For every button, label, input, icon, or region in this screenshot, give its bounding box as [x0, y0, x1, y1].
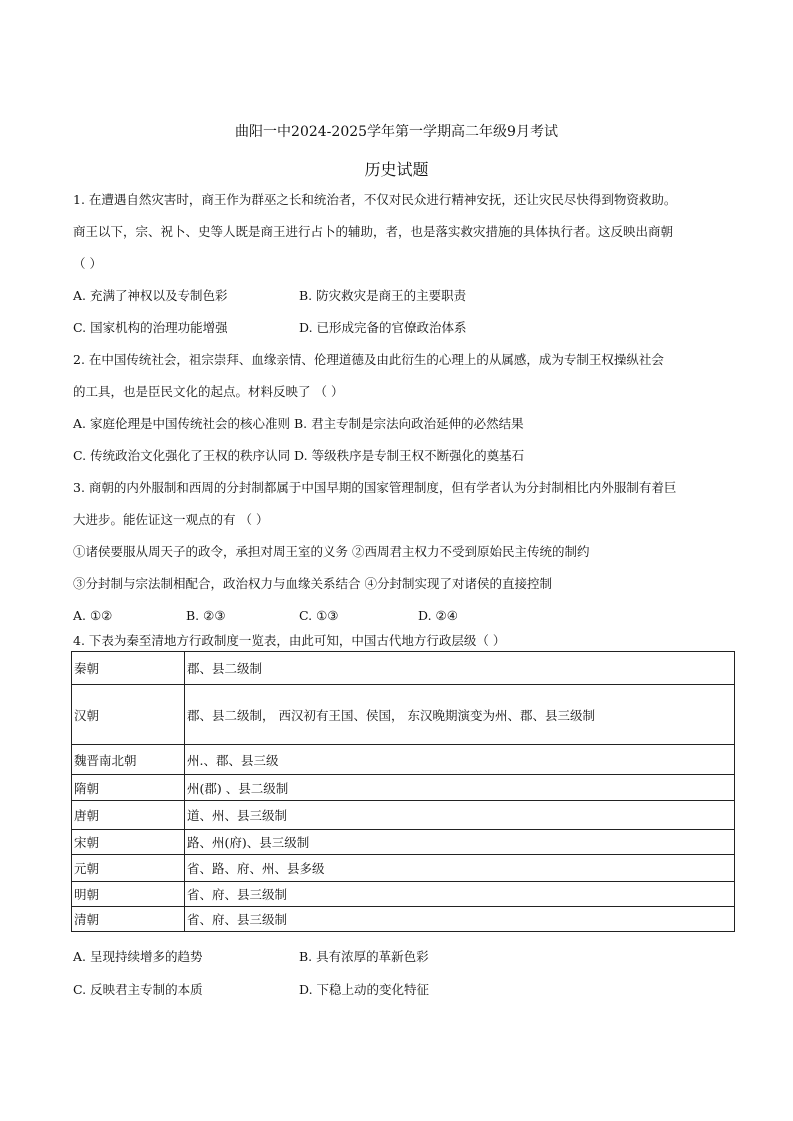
q3-option-d: D. ②④: [418, 608, 458, 623]
q1-option-a: A. 充满了神权以及专制色彩: [73, 288, 228, 303]
exam-subtitle: 历史试题: [364, 160, 429, 179]
system-cell: 路、州(府)、县三级制: [185, 830, 735, 855]
table-row: [72, 855, 735, 882]
q4-option-c: C. 反映君主专制的本质: [73, 982, 203, 997]
q2-stem-line-2: 的工具，也是臣民文化的起点。材料反映了 （ ）: [73, 384, 344, 399]
table-row: [72, 907, 735, 932]
system-cell: 郡、县二级制: [185, 652, 735, 685]
q2-options-cd: C. 传统政治文化强化了王权的秩序认同 D. 等级秩序是专制王权不断强化的奠基石: [73, 448, 525, 463]
dynasty-cell: 隋朝: [72, 775, 185, 801]
q1-stem-line-3: （ ）: [73, 256, 102, 271]
dynasty-cell: 清朝: [72, 907, 185, 932]
system-cell: 道、州、县三级制: [185, 801, 735, 830]
table-row: [72, 882, 735, 907]
table-row: [72, 830, 735, 855]
system-cell: 州(郡) 、县二级制: [185, 775, 735, 801]
system-cell: 郡、县二级制， 西汉初有王国、侯国， 东汉晚期演变为州、郡、县三级制: [185, 685, 735, 745]
q3-option-a: A. ①②: [73, 608, 113, 623]
q1-option-b: B. 防灾救灾是商王的主要职责: [299, 288, 467, 303]
dynasty-cell: 魏晋南北朝: [72, 745, 185, 775]
table-row: [72, 801, 735, 830]
dynasty-cell: 元朝: [72, 855, 185, 882]
exam-title: 曲阳一中2024-2025学年第一学期高二年级9月考试: [235, 124, 558, 140]
table-row: [72, 652, 735, 685]
table-row: [72, 775, 735, 801]
q1-option-c: C. 国家机构的治理功能增强: [73, 320, 228, 335]
table-row: [72, 685, 735, 745]
q3-stem-line-1: 3. 商朝的内外服制和西周的分封制都属于中国早期的国家管理制度，但有学者认为分封制相比内外服制有着巨: [73, 480, 677, 495]
admin-system-table: [71, 651, 735, 932]
system-cell: 省、路、府、州、县多级: [185, 855, 735, 882]
q1-option-d: D. 已形成完备的官僚政治体系: [299, 320, 467, 335]
q4-option-b: B. 具有浓厚的革新色彩: [299, 949, 429, 964]
dynasty-cell: 秦朝: [72, 652, 185, 685]
q1-stem-line-2: 商王以下，宗、祝卜、史等人既是商王进行占卜的辅助，者，也是落实救灾措施的具体执行者。这反映出商朝: [73, 224, 674, 239]
q4-stem: 4. 下表为秦至清地方行政制度一览表，由此可知，中国古代地方行政层级（ ）: [73, 633, 506, 648]
q3-statement-line-2: ③分封制与宗法制相配合，政治权力与血缘关系结合 ④分封制实现了对诸侯的直接控制: [73, 576, 552, 591]
q4-option-d: D. 下稳上动的变化特征: [299, 982, 430, 997]
q4-option-a: A. 呈现持续增多的趋势: [73, 949, 203, 964]
dynasty-cell: 唐朝: [72, 801, 185, 830]
q3-statement-line-1: ①诸侯要服从周天子的政令，承担对周王室的义务 ②西周君主权力不受到原始民主传统的制约: [73, 544, 590, 559]
system-cell: 省、府、县三级制: [185, 882, 735, 907]
q3-option-c: C. ①③: [299, 608, 339, 623]
q2-stem-line-1: 2. 在中国传统社会，祖宗崇拜、血缘亲情、伦理道德及由此衍生的心理上的从属感，成为专制王权操纵社会: [73, 352, 664, 367]
system-cell: 省、府、县三级制: [185, 907, 735, 932]
q2-options-ab: A. 家庭伦理是中国传统社会的核心准则 B. 君主专制是宗法向政治延伸的必然结果: [73, 416, 524, 431]
dynasty-cell: 宋朝: [72, 830, 185, 855]
system-cell: 州.、郡、县三级: [185, 745, 735, 775]
dynasty-cell: 汉朝: [72, 685, 185, 745]
q3-option-b: B. ②③: [186, 608, 226, 623]
table-row: [72, 745, 735, 775]
q1-stem-line-1: 1. 在遭遇自然灾害时，商王作为群巫之长和统治者，不仅对民众进行精神安抚，还让灾民尽快得到物资救助。: [73, 192, 677, 207]
dynasty-cell: 明朝: [72, 882, 185, 907]
q3-stem-line-2: 大进步。能佐证这一观点的有 （ ）: [73, 512, 269, 527]
